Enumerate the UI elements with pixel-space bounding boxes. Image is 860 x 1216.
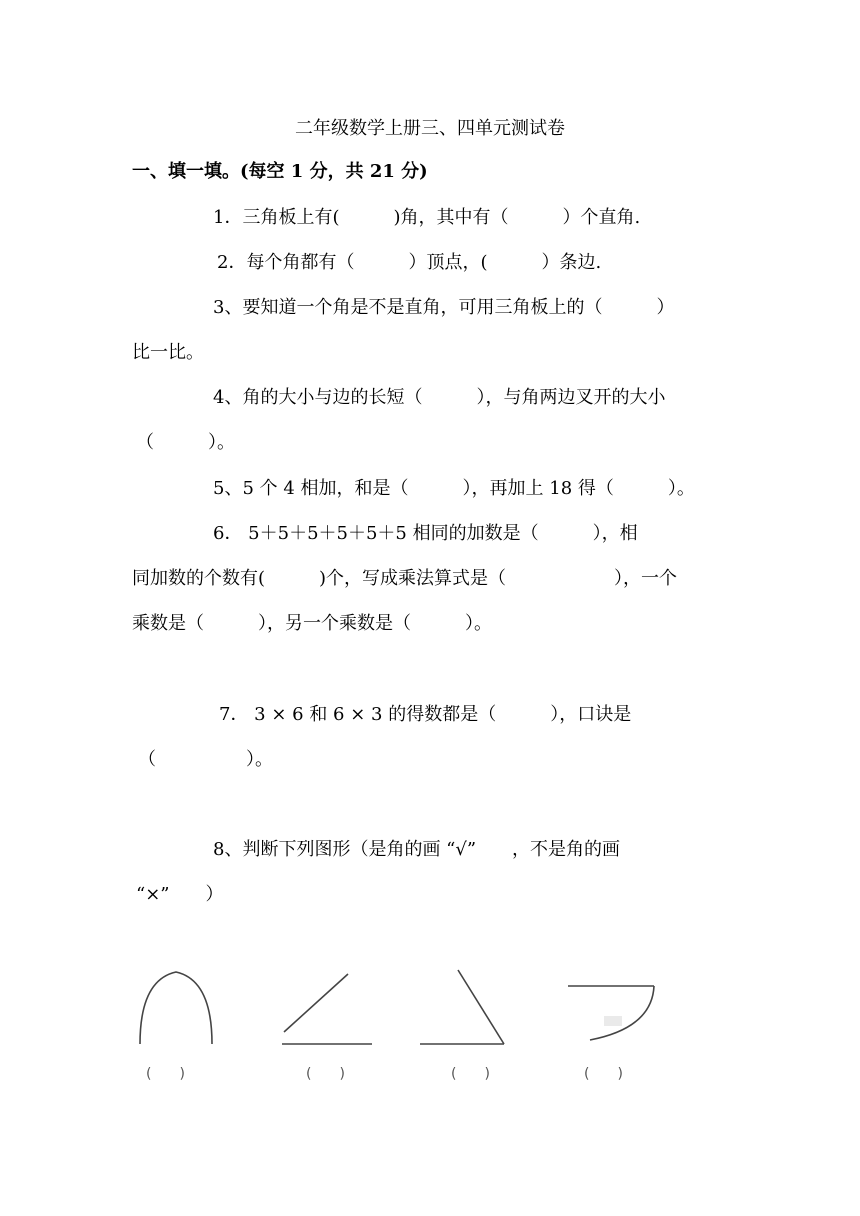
- question-7-cont: （ ）。: [138, 749, 273, 770]
- page-title: 二年级数学上册三、四单元测试卷: [295, 118, 565, 139]
- question-4: 4、角的大小与边的长短（ ），与角两边叉开的大小: [213, 387, 666, 408]
- curved-shape: [568, 986, 654, 1040]
- open-triangle-shape: [420, 970, 504, 1044]
- answer-bracket-1[interactable]: ( ): [146, 1066, 185, 1082]
- arch-shape: [140, 972, 212, 1044]
- question-3-cont: 比一比。: [132, 342, 204, 363]
- question-3: 3、要知道一个角是不是直角，可用三角板上的（ ）: [213, 297, 675, 318]
- answer-bracket-2[interactable]: ( ): [306, 1066, 345, 1082]
- question-6: 6． 5＋5＋5＋5＋5＋5 相同的加数是（ ），相: [213, 523, 638, 544]
- answer-bracket-3[interactable]: ( ): [451, 1066, 490, 1082]
- question-1: 1．三角板上有( )角，其中有（ ）个直角.: [213, 207, 641, 228]
- question-7: 7． 3 × 6 和 6 × 3 的得数都是（ ），口诀是: [219, 704, 632, 725]
- question-6-cont: 同加数的个数有( )个，写成乘法算式是（ ），一个: [132, 568, 678, 589]
- answer-bracket-4[interactable]: ( ): [584, 1066, 623, 1082]
- figure-shapes: [0, 950, 860, 1100]
- section-heading: 一、填一填。(每空 1 分，共 21 分): [132, 161, 428, 182]
- question-8-cont: “×” ）: [136, 884, 224, 905]
- question-2: 2．每个角都有（ ）顶点，( ）条边.: [217, 252, 602, 273]
- question-4-cont: （ ）。: [136, 432, 235, 453]
- angle-shape: [282, 974, 372, 1044]
- question-6-cont2: 乘数是（ ），另一个乘数是（ ）。: [132, 613, 492, 634]
- question-5: 5、5 个 4 相加，和是（ ），再加上 18 得（ ）。: [213, 478, 695, 499]
- question-8: 8、判断下列图形（是角的画 “√” ，不是角的画: [213, 839, 621, 860]
